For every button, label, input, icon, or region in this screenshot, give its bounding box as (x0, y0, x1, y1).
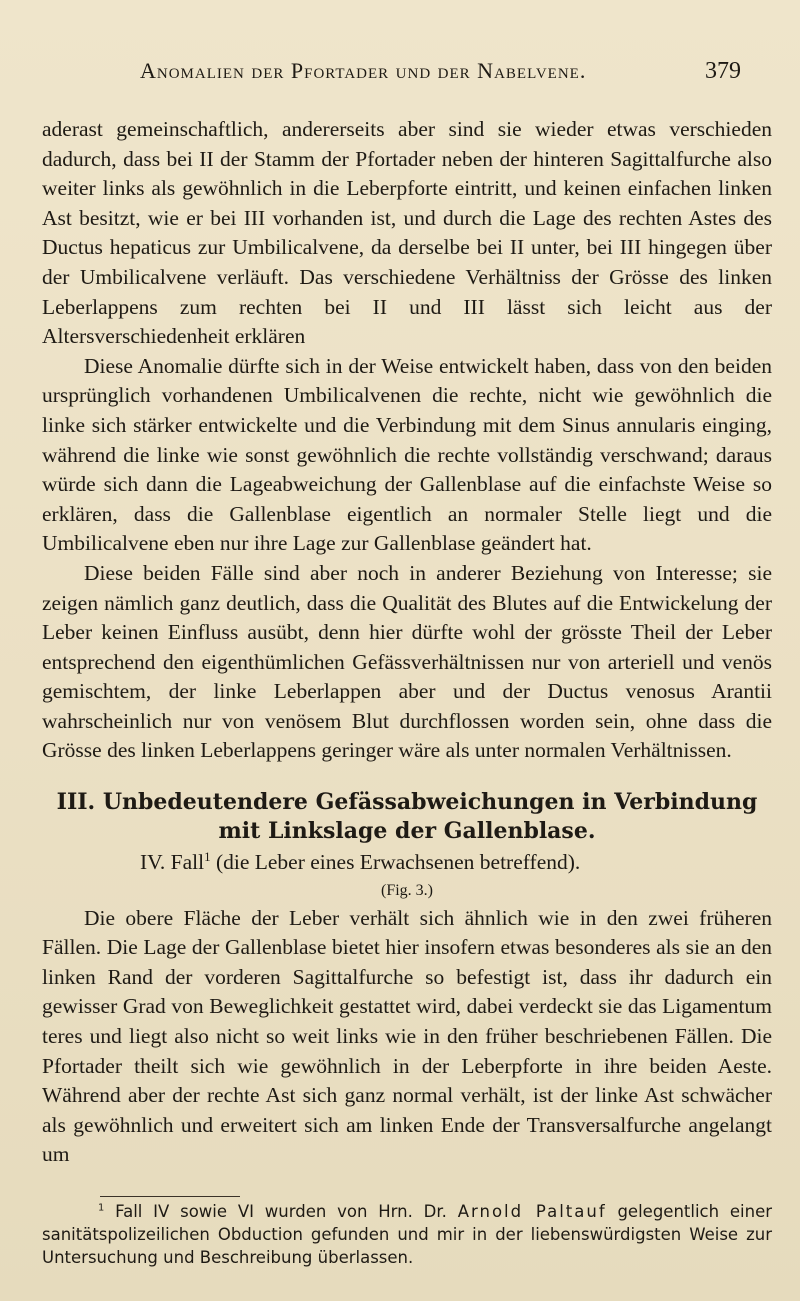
paragraph-1: aderast gemeinschaftlich, andererseits aber sind sie wieder etwas verschieden dadurch, dass bei II der Stamm der Pfortader neben der hinteren Sagittalfurche also weiter links als gewöhnlich in die Leberpforte eintritt, und keinen einfachen linken Ast besitzt, wie er bei III vorhanden ist, und durch die Lage des rechten Astes des Ductus hepaticus zur Umbilicalvene, da derselbe bei II unter, bei III hingegen über der Umbilicalvene verläuft. Das verschiedene Verhältniss der Grösse des linken Leberlappens zum rechten bei II und III lässt sich leicht aus der Altersverschiedenheit erklären (42, 117, 772, 349)
footnote-text-b: gelegentlich einer sanitätspolizeilichen Obduction gefunden und mir in der liebenswürdigsten Weise zur Untersuchung und Beschreibung überlassen. (42, 1202, 773, 1267)
section-heading: III. Unbedeutendere Gefässabweichungen in Verbindung mit Linkslage der Gallenblase. (56, 789, 758, 845)
footnote-divider (100, 1196, 240, 1197)
footnote (42, 1200, 772, 1269)
running-title: Anomalien der Pfortader und der Nabelvene. (140, 58, 587, 83)
paragraph-4: Die obere Fläche der Leber verhält sich ähnlich wie in den zwei früheren Fällen. Die Lage der Gallenblase bietet hier insofern etwas besonderes als sie an den linken Rand der vorderen Sagittalfurche so befestigt ist, dass ihr dadurch ein gewisser Grad von Beweglichkeit gestattet wird, dabei verdeckt sie das Ligamentum teres und liegt also nicht so weit links wie in den früher beschriebenen Fällen. Die Pfortader theilt sich wie gewöhnlich in der Leberpforte in ihre beiden Aeste. Während aber der rechte Ast sich ganz normal verhält, ist der linke Ast schwächer als gewöhnlich und erweitert sich am linken Ende der Transversalfurche angelangt um (42, 905, 772, 1167)
paragraph-2: Diese Anomalie dürfte sich in der Weise entwickelt haben, dass von den beiden ursprünglich vorhandenen Umbilicalvenen die rechte, nicht wie gewöhnlich die linke sich stärker entwickelte und die Verbindung mit dem Sinus annularis einging, während die linke wie sonst gewöhnlich die rechte vollständig verschwand; daraus würde sich dann die Lageabweichung der Gallenblase auf die einfachste Weise so erklären, dass die Gallenblase eigentlich an normaler Stelle liegt und die Umbilicalvene eben nur ihre Lage zur Gallenblase geändert hat. (42, 353, 772, 556)
case-label: IV. Fall (140, 850, 205, 875)
footnote-text-a: Fall IV sowie VI wurden von Hrn. Dr. (104, 1202, 458, 1221)
paragraph-3: Diese beiden Fälle sind aber noch in anderer Beziehung von Interesse; sie zeigen nämlich ganz deutlich, dass die Qualität des Blutes auf die Entwickelung der Leber keinen Einfluss ausübt, denn hier dürfte wohl der grösste Theil der Leber entsprechend den eigenthümlichen Gefässverhältnissen nur von arteriell und venös gemischtem, der linke Leberlappen aber und der Ductus venosus Arantii wahrscheinlich nur von venösem Blut durchflossen worden sein, ohne dass die Grösse des linken Leberlappens geringer wäre als unter normalen Verhältnissen. (42, 560, 772, 763)
main-text (42, 115, 772, 1170)
footnote-text (42, 1200, 772, 1269)
case-subtitle: (die Leber eines Erwachsenen betreffend). (210, 850, 581, 875)
case-title (42, 848, 772, 878)
page-number: 379 (705, 58, 741, 84)
footnote-number: 1 (98, 1202, 105, 1214)
footnote-author-name: Arnold Paltauf (457, 1202, 607, 1221)
figure-reference: (Fig. 3.) (381, 881, 433, 899)
footnote-marker: 1 (204, 849, 211, 864)
running-head (0, 58, 800, 88)
